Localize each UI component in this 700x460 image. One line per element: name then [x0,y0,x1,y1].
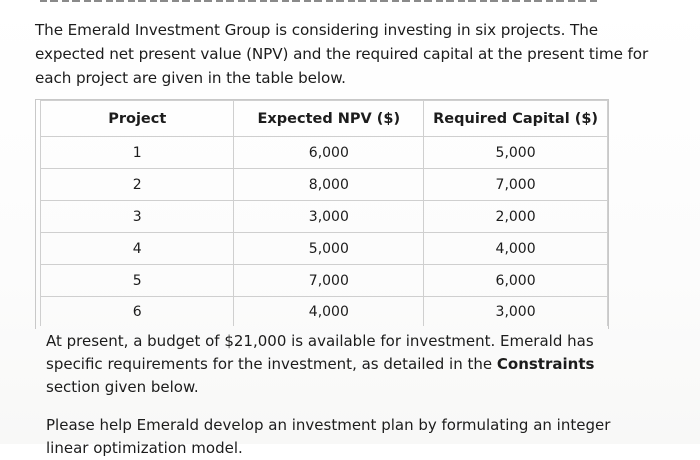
cell-capital: 7,000 [424,169,608,201]
cell-capital: 4,000 [424,233,608,265]
cell-npv: 7,000 [234,265,424,297]
table-row [41,265,608,297]
header-expected-npv: Expected NPV ($) [234,101,424,137]
cell-capital: 5,000 [424,137,608,169]
cell-project: 5 [41,265,234,297]
table-row [41,233,608,265]
header-project: Project [41,101,234,137]
body-text [46,330,646,460]
cell-capital: 3,000 [424,297,608,327]
budget-paragraph [46,330,646,399]
cell-npv: 3,000 [234,201,424,233]
cell-npv: 5,000 [234,233,424,265]
table-row [41,297,608,327]
help-paragraph: Please help Emerald develop an investment plan by formulating an integer linear optimization model. [46,416,611,457]
cell-project: 6 [41,297,234,327]
cell-project: 2 [41,169,234,201]
header-required-capital: Required Capital ($) [424,101,608,137]
table-header-row [41,101,608,137]
budget-text: At present, a budget of $21,000 is available for investment. Emerald has specific requirements for the investment, as detailed in the [46,332,594,373]
projects-table [40,100,608,326]
cell-capital: 2,000 [424,201,608,233]
cell-npv: 4,000 [234,297,424,327]
cell-npv: 8,000 [234,169,424,201]
cell-project: 4 [41,233,234,265]
cell-project: 3 [41,201,234,233]
cropped-heading-fragment [40,0,600,4]
table-row [41,201,608,233]
cell-project: 1 [41,137,234,169]
table-row [41,169,608,201]
cell-npv: 6,000 [234,137,424,169]
budget-text-end: section given below. [46,378,199,396]
table-row [41,137,608,169]
cell-capital: 6,000 [424,265,608,297]
intro-paragraph: The Emerald Investment Group is considering investing in six projects. The expected net present value (NPV) and the required capital at the present time for each project are given in the table below. [35,21,649,87]
constraints-emphasis: Constraints [496,355,595,373]
